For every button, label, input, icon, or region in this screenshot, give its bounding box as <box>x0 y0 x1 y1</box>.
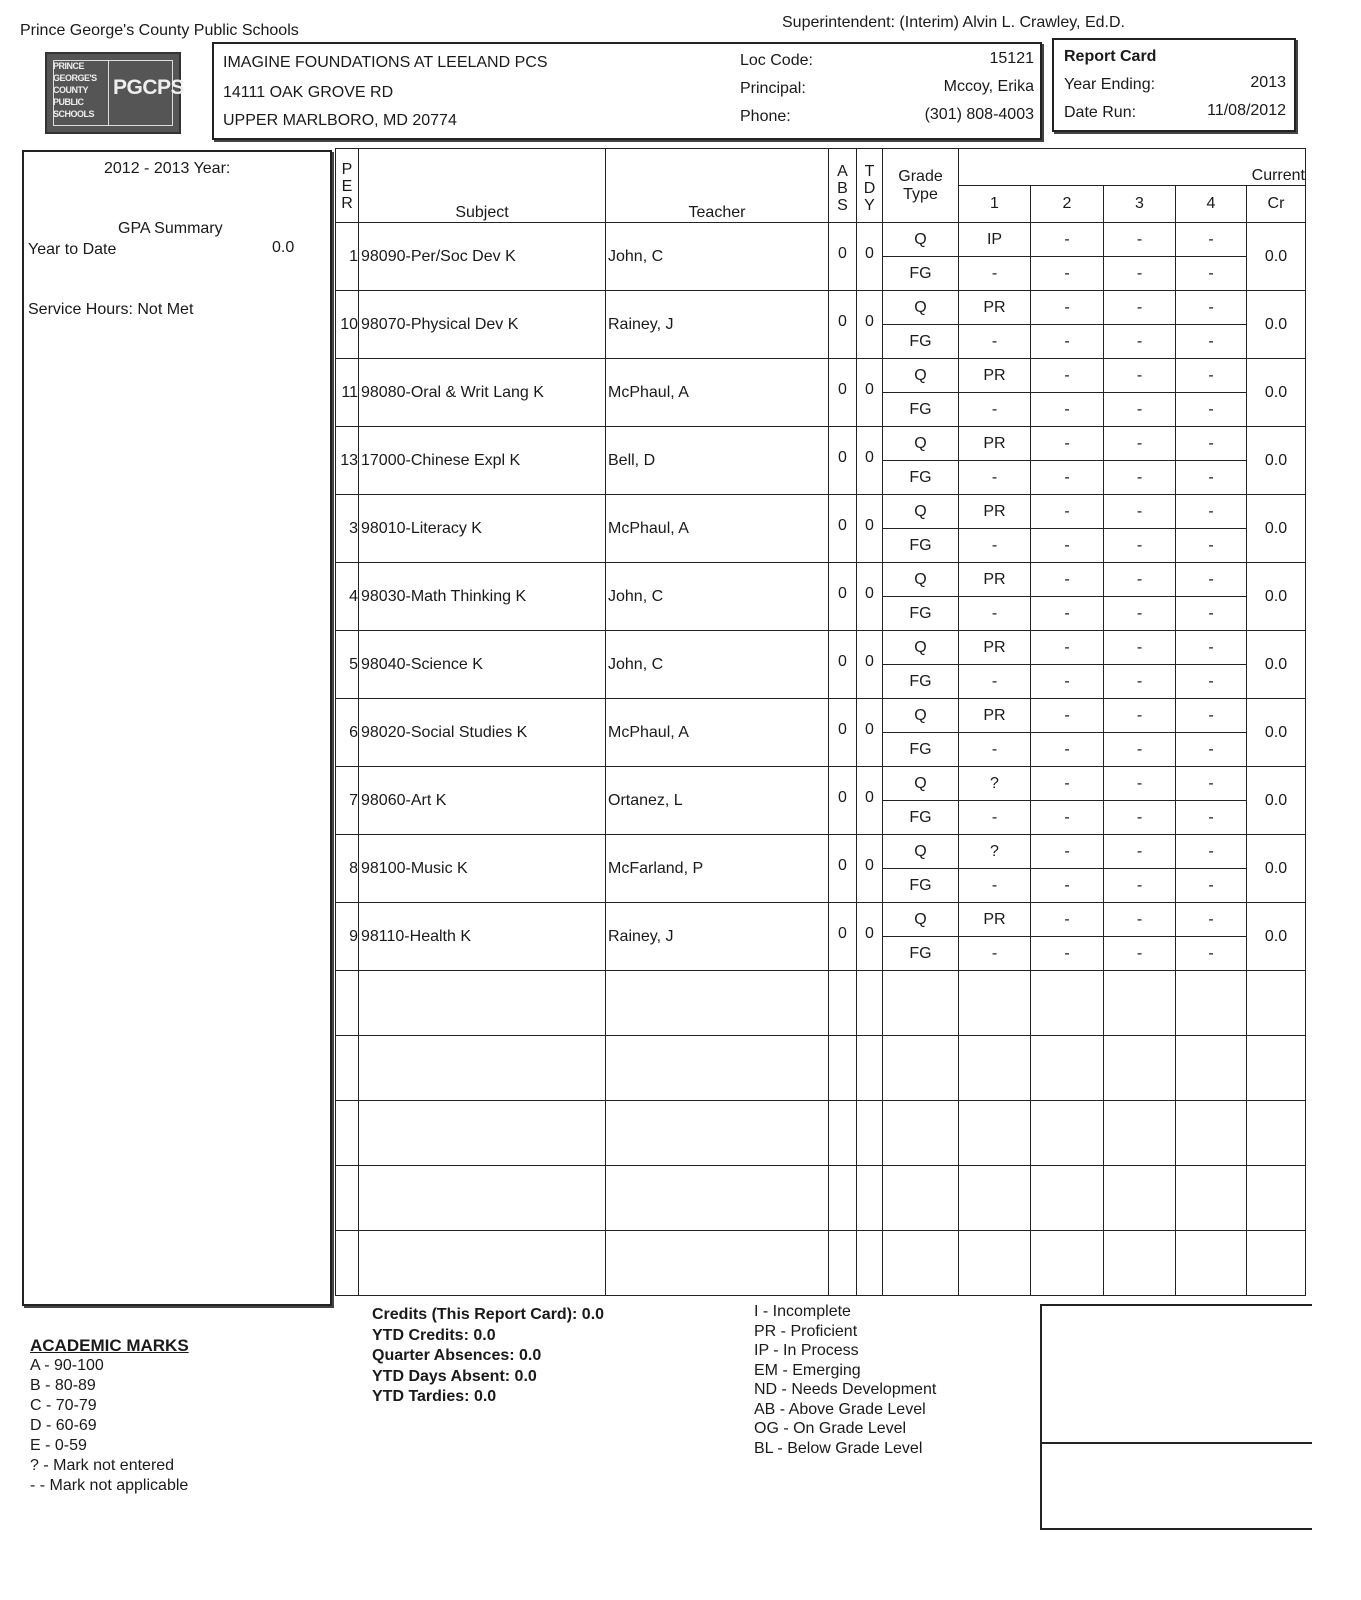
period: 10 <box>336 291 359 359</box>
quarter-mark: - <box>1104 223 1176 257</box>
period: 3 <box>336 495 359 563</box>
final-mark: - <box>1031 461 1104 495</box>
final-mark: - <box>1176 801 1247 835</box>
table-row <box>336 563 1306 597</box>
final-mark: - <box>1031 869 1104 903</box>
quarter-mark: - <box>1031 359 1104 393</box>
credit: 0.0 <box>1247 767 1306 835</box>
final-mark: - <box>1176 393 1247 427</box>
header-teacher: Teacher <box>606 149 829 223</box>
period: 8 <box>336 835 359 903</box>
pgcps-logo <box>45 52 185 134</box>
grade-type-fg: FG <box>883 665 959 699</box>
credit: 0.0 <box>1247 291 1306 359</box>
loc-code: 15121 <box>989 50 1034 67</box>
summary-line: YTD Days Absent: 0.0 <box>372 1367 537 1385</box>
quarter-mark: - <box>1104 767 1176 801</box>
quarter-mark: - <box>1031 223 1104 257</box>
quarter-mark: PR <box>959 427 1031 461</box>
teacher: McFarland, P <box>606 835 829 903</box>
logo-big-text: PGCPS <box>113 76 185 99</box>
grade-type-q: Q <box>883 427 959 461</box>
final-mark: - <box>1104 529 1176 563</box>
absences: 0 <box>829 223 857 291</box>
subject: 17000-Chinese Expl K <box>359 427 606 495</box>
subject: 98020-Social Studies K <box>359 699 606 767</box>
subject: 98060-Art K <box>359 767 606 835</box>
final-mark: - <box>959 801 1031 835</box>
quarter-mark: - <box>1104 427 1176 461</box>
period: 13 <box>336 427 359 495</box>
academic-mark-item: B - 80-89 <box>30 1377 96 1394</box>
header-row <box>336 149 1306 186</box>
final-mark: - <box>1031 937 1104 971</box>
grade-type-q: Q <box>883 495 959 529</box>
gpa-title: GPA Summary <box>118 220 223 237</box>
credit: 0.0 <box>1247 631 1306 699</box>
subject: 98080-Oral & Writ Lang K <box>359 359 606 427</box>
quarter-mark: - <box>1031 835 1104 869</box>
mark-code-item: I - Incomplete <box>754 1303 851 1320</box>
quarter-mark: - <box>1104 699 1176 733</box>
year-ending: 2013 <box>1250 74 1286 91</box>
year-ending-label: Year Ending: <box>1064 76 1156 93</box>
grade-type-fg: FG <box>883 937 959 971</box>
final-mark: - <box>959 393 1031 427</box>
header-current: Current <box>959 149 1306 186</box>
period: 5 <box>336 631 359 699</box>
quarter-mark: - <box>1104 495 1176 529</box>
tardies: 0 <box>857 427 883 495</box>
date-run: 11/08/2012 <box>1207 102 1286 119</box>
quarter-mark: - <box>1176 699 1247 733</box>
subject: 98010-Literacy K <box>359 495 606 563</box>
school-info-box <box>212 42 1042 140</box>
teacher: McPhaul, A <box>606 699 829 767</box>
credit: 0.0 <box>1247 223 1306 291</box>
absences: 0 <box>829 631 857 699</box>
comments-box <box>1040 1304 1312 1530</box>
mark-code-item: BL - Below Grade Level <box>754 1439 923 1457</box>
quarter-mark: - <box>1176 427 1247 461</box>
school-name: IMAGINE FOUNDATIONS AT LEELAND PCS <box>223 54 548 71</box>
grade-type-fg: FG <box>883 257 959 291</box>
tardies: 0 <box>857 359 883 427</box>
header-abs: A B S <box>829 149 857 223</box>
grade-type-q: Q <box>883 767 959 801</box>
grade-type-fg: FG <box>883 393 959 427</box>
summary-line: YTD Credits: 0.0 <box>372 1326 496 1344</box>
table-row <box>336 495 1306 529</box>
header-cr: Cr <box>1247 186 1306 223</box>
final-mark: - <box>1176 257 1247 291</box>
final-mark: - <box>1104 937 1176 971</box>
quarter-mark: - <box>1176 495 1247 529</box>
final-mark: - <box>1031 801 1104 835</box>
final-mark: - <box>959 869 1031 903</box>
grade-type-fg: FG <box>883 325 959 359</box>
logo-small-text: PRINCE GEORGE'S COUNTY PUBLIC SCHOOLS <box>53 61 97 119</box>
service-hours: Service Hours: Not Met <box>28 301 194 318</box>
final-mark: - <box>1176 733 1247 767</box>
tardies: 0 <box>857 903 883 971</box>
quarter-mark: - <box>1104 291 1176 325</box>
grade-type-q: Q <box>883 291 959 325</box>
academic-mark-item: C - 70-79 <box>30 1397 97 1414</box>
header-quarter-4: 4 <box>1176 186 1247 223</box>
tardies: 0 <box>857 767 883 835</box>
final-mark: - <box>1104 665 1176 699</box>
final-mark: - <box>1176 597 1247 631</box>
quarter-mark: PR <box>959 563 1031 597</box>
tardies: 0 <box>857 835 883 903</box>
final-mark: - <box>1104 461 1176 495</box>
quarter-mark: ? <box>959 767 1031 801</box>
principal-label: Principal: <box>740 80 806 97</box>
quarter-mark: PR <box>959 495 1031 529</box>
quarter-mark: - <box>1031 563 1104 597</box>
academic-mark-item: A - 90-100 <box>30 1357 104 1374</box>
final-mark: - <box>959 529 1031 563</box>
credit: 0.0 <box>1247 359 1306 427</box>
final-mark: - <box>959 597 1031 631</box>
final-mark: - <box>1104 869 1176 903</box>
quarter-mark: - <box>1176 767 1247 801</box>
grade-type-q: Q <box>883 359 959 393</box>
mark-code-item: AB - Above Grade Level <box>754 1400 926 1418</box>
subject: 98070-Physical Dev K <box>359 291 606 359</box>
quarter-mark: - <box>1104 359 1176 393</box>
subject: 98090-Per/Soc Dev K <box>359 223 606 291</box>
final-mark: - <box>1176 937 1247 971</box>
academic-marks-legend <box>30 1336 189 1496</box>
table-row <box>336 767 1306 801</box>
header-grade-type: Grade Type <box>883 149 959 223</box>
final-mark: - <box>959 937 1031 971</box>
blank-row <box>336 1166 1306 1231</box>
loc-code-label: Loc Code: <box>740 52 813 69</box>
tardies: 0 <box>857 563 883 631</box>
teacher: John, C <box>606 563 829 631</box>
quarter-mark: ? <box>959 835 1031 869</box>
quarter-mark: - <box>1031 495 1104 529</box>
tardies: 0 <box>857 291 883 359</box>
quarter-mark: PR <box>959 903 1031 937</box>
grade-type-fg: FG <box>883 869 959 903</box>
final-mark: - <box>1031 733 1104 767</box>
ytd-label: Year to Date <box>28 241 117 258</box>
absences: 0 <box>829 835 857 903</box>
quarter-mark: - <box>1176 835 1247 869</box>
header-subject: Subject <box>359 149 606 223</box>
tardies: 0 <box>857 223 883 291</box>
credit: 0.0 <box>1247 699 1306 767</box>
grade-type-fg: FG <box>883 733 959 767</box>
table-row <box>336 835 1306 869</box>
tardies: 0 <box>857 699 883 767</box>
teacher: Rainey, J <box>606 291 829 359</box>
final-mark: - <box>959 461 1031 495</box>
final-mark: - <box>959 665 1031 699</box>
tardies: 0 <box>857 631 883 699</box>
quarter-mark: - <box>1176 563 1247 597</box>
quarter-mark: - <box>1031 291 1104 325</box>
teacher: Bell, D <box>606 427 829 495</box>
credit: 0.0 <box>1247 563 1306 631</box>
teacher: Rainey, J <box>606 903 829 971</box>
period: 9 <box>336 903 359 971</box>
final-mark: - <box>1031 665 1104 699</box>
final-mark: - <box>1176 461 1247 495</box>
final-mark: - <box>1104 597 1176 631</box>
final-mark: - <box>1104 801 1176 835</box>
subject: 98100-Music K <box>359 835 606 903</box>
header-tdy: T D Y <box>857 149 883 223</box>
school-year: 2012 - 2013 Year: <box>104 160 231 177</box>
absences: 0 <box>829 767 857 835</box>
teacher: John, C <box>606 631 829 699</box>
absences: 0 <box>829 291 857 359</box>
quarter-mark: - <box>1176 223 1247 257</box>
final-mark: - <box>1104 733 1176 767</box>
subject: 98030-Math Thinking K <box>359 563 606 631</box>
credit: 0.0 <box>1247 835 1306 903</box>
tardies: 0 <box>857 495 883 563</box>
final-mark: - <box>1104 257 1176 291</box>
absences: 0 <box>829 495 857 563</box>
teacher: McPhaul, A <box>606 495 829 563</box>
final-mark: - <box>1176 529 1247 563</box>
header-quarter-1: 1 <box>959 186 1031 223</box>
report-card-box <box>1052 38 1296 132</box>
quarter-mark: - <box>1031 631 1104 665</box>
table-row <box>336 291 1306 325</box>
grade-type-fg: FG <box>883 801 959 835</box>
academic-marks-title: ACADEMIC MARKS <box>30 1336 189 1355</box>
final-mark: - <box>1031 257 1104 291</box>
subject: 98040-Science K <box>359 631 606 699</box>
quarter-mark: - <box>1031 903 1104 937</box>
phone-label: Phone: <box>740 108 791 125</box>
quarter-mark: PR <box>959 359 1031 393</box>
teacher: Ortanez, L <box>606 767 829 835</box>
header-quarter-3: 3 <box>1104 186 1176 223</box>
quarter-mark: IP <box>959 223 1031 257</box>
grades-table <box>335 148 1306 1296</box>
quarter-mark: PR <box>959 631 1031 665</box>
superintendent: Superintendent: (Interim) Alvin L. Crawley, Ed.D. <box>782 14 1125 31</box>
subject: 98110-Health K <box>359 903 606 971</box>
mark-code-item: EM - Emerging <box>754 1361 861 1379</box>
summary-line: Quarter Absences: 0.0 <box>372 1347 542 1364</box>
quarter-mark: - <box>1104 631 1176 665</box>
academic-mark-item: - - Mark not applicable <box>30 1477 189 1494</box>
blank-row <box>336 1101 1306 1166</box>
quarter-mark: - <box>1176 359 1247 393</box>
mark-code-item: OG - On Grade Level <box>754 1420 907 1437</box>
final-mark: - <box>1176 869 1247 903</box>
final-mark: - <box>959 325 1031 359</box>
quarter-mark: - <box>1104 563 1176 597</box>
school-address-1: 14111 OAK GROVE RD <box>223 84 394 101</box>
quarter-mark: - <box>1031 427 1104 461</box>
absences: 0 <box>829 563 857 631</box>
table-row <box>336 223 1306 257</box>
quarter-mark: - <box>1104 903 1176 937</box>
school-address-2: UPPER MARLBORO, MD 20774 <box>223 112 457 129</box>
mark-code-item: PR - Proficient <box>754 1322 858 1340</box>
quarter-mark: PR <box>959 699 1031 733</box>
quarter-mark: - <box>1176 291 1247 325</box>
quarter-mark: - <box>1104 835 1176 869</box>
report-title: Report Card <box>1064 48 1157 65</box>
blank-row <box>336 1231 1306 1296</box>
quarter-mark: - <box>1031 699 1104 733</box>
period: 4 <box>336 563 359 631</box>
final-mark: - <box>959 733 1031 767</box>
header-per: P E R <box>336 149 359 223</box>
mark-code-item: IP - In Process <box>754 1342 859 1359</box>
final-mark: - <box>1031 325 1104 359</box>
quarter-mark: - <box>1031 767 1104 801</box>
final-mark: - <box>1176 665 1247 699</box>
table-row <box>336 427 1306 461</box>
final-mark: - <box>959 257 1031 291</box>
grade-type-q: Q <box>883 903 959 937</box>
absences: 0 <box>829 427 857 495</box>
date-run-label: Date Run: <box>1064 104 1137 121</box>
table-row <box>336 903 1306 937</box>
mark-code-item: ND - Needs Development <box>754 1381 937 1398</box>
credit: 0.0 <box>1247 427 1306 495</box>
absences: 0 <box>829 359 857 427</box>
grade-type-q: Q <box>883 631 959 665</box>
principal: Mccoy, Erika <box>943 78 1034 95</box>
ytd-gpa: 0.0 <box>272 239 295 256</box>
absences: 0 <box>829 699 857 767</box>
header-quarter-2: 2 <box>1031 186 1104 223</box>
academic-mark-item: E - 0-59 <box>30 1437 87 1454</box>
final-mark: - <box>1031 393 1104 427</box>
quarter-mark: - <box>1176 903 1247 937</box>
blank-row <box>336 1036 1306 1101</box>
teacher: McPhaul, A <box>606 359 829 427</box>
phone: (301) 808-4003 <box>924 106 1034 123</box>
final-mark: - <box>1031 597 1104 631</box>
final-mark: - <box>1104 325 1176 359</box>
final-mark: - <box>1031 529 1104 563</box>
credits-summary <box>372 1305 604 1408</box>
grade-type-q: Q <box>883 563 959 597</box>
grade-type-fg: FG <box>883 461 959 495</box>
credit: 0.0 <box>1247 903 1306 971</box>
table-row <box>336 359 1306 393</box>
mark-codes-legend <box>754 1302 936 1458</box>
summary-line: YTD Tardies: 0.0 <box>372 1388 497 1405</box>
academic-mark-item: ? - Mark not entered <box>30 1457 175 1474</box>
grade-type-fg: FG <box>883 529 959 563</box>
academic-mark-item: D - 60-69 <box>30 1417 97 1434</box>
period: 6 <box>336 699 359 767</box>
final-mark: - <box>1104 393 1176 427</box>
district-name: Prince George's County Public Schools <box>20 22 299 39</box>
grade-type-q: Q <box>883 699 959 733</box>
teacher: John, C <box>606 223 829 291</box>
table-row <box>336 631 1306 665</box>
grade-type-q: Q <box>883 835 959 869</box>
credit: 0.0 <box>1247 495 1306 563</box>
quarter-mark: PR <box>959 291 1031 325</box>
gpa-panel <box>22 150 332 1306</box>
blank-row <box>336 971 1306 1036</box>
quarter-mark: - <box>1176 631 1247 665</box>
grade-type-q: Q <box>883 223 959 257</box>
period: 7 <box>336 767 359 835</box>
period: 1 <box>336 223 359 291</box>
period: 11 <box>336 359 359 427</box>
absences: 0 <box>829 903 857 971</box>
table-row <box>336 699 1306 733</box>
summary-line: Credits (This Report Card): 0.0 <box>372 1306 605 1323</box>
grade-type-fg: FG <box>883 597 959 631</box>
final-mark: - <box>1176 325 1247 359</box>
